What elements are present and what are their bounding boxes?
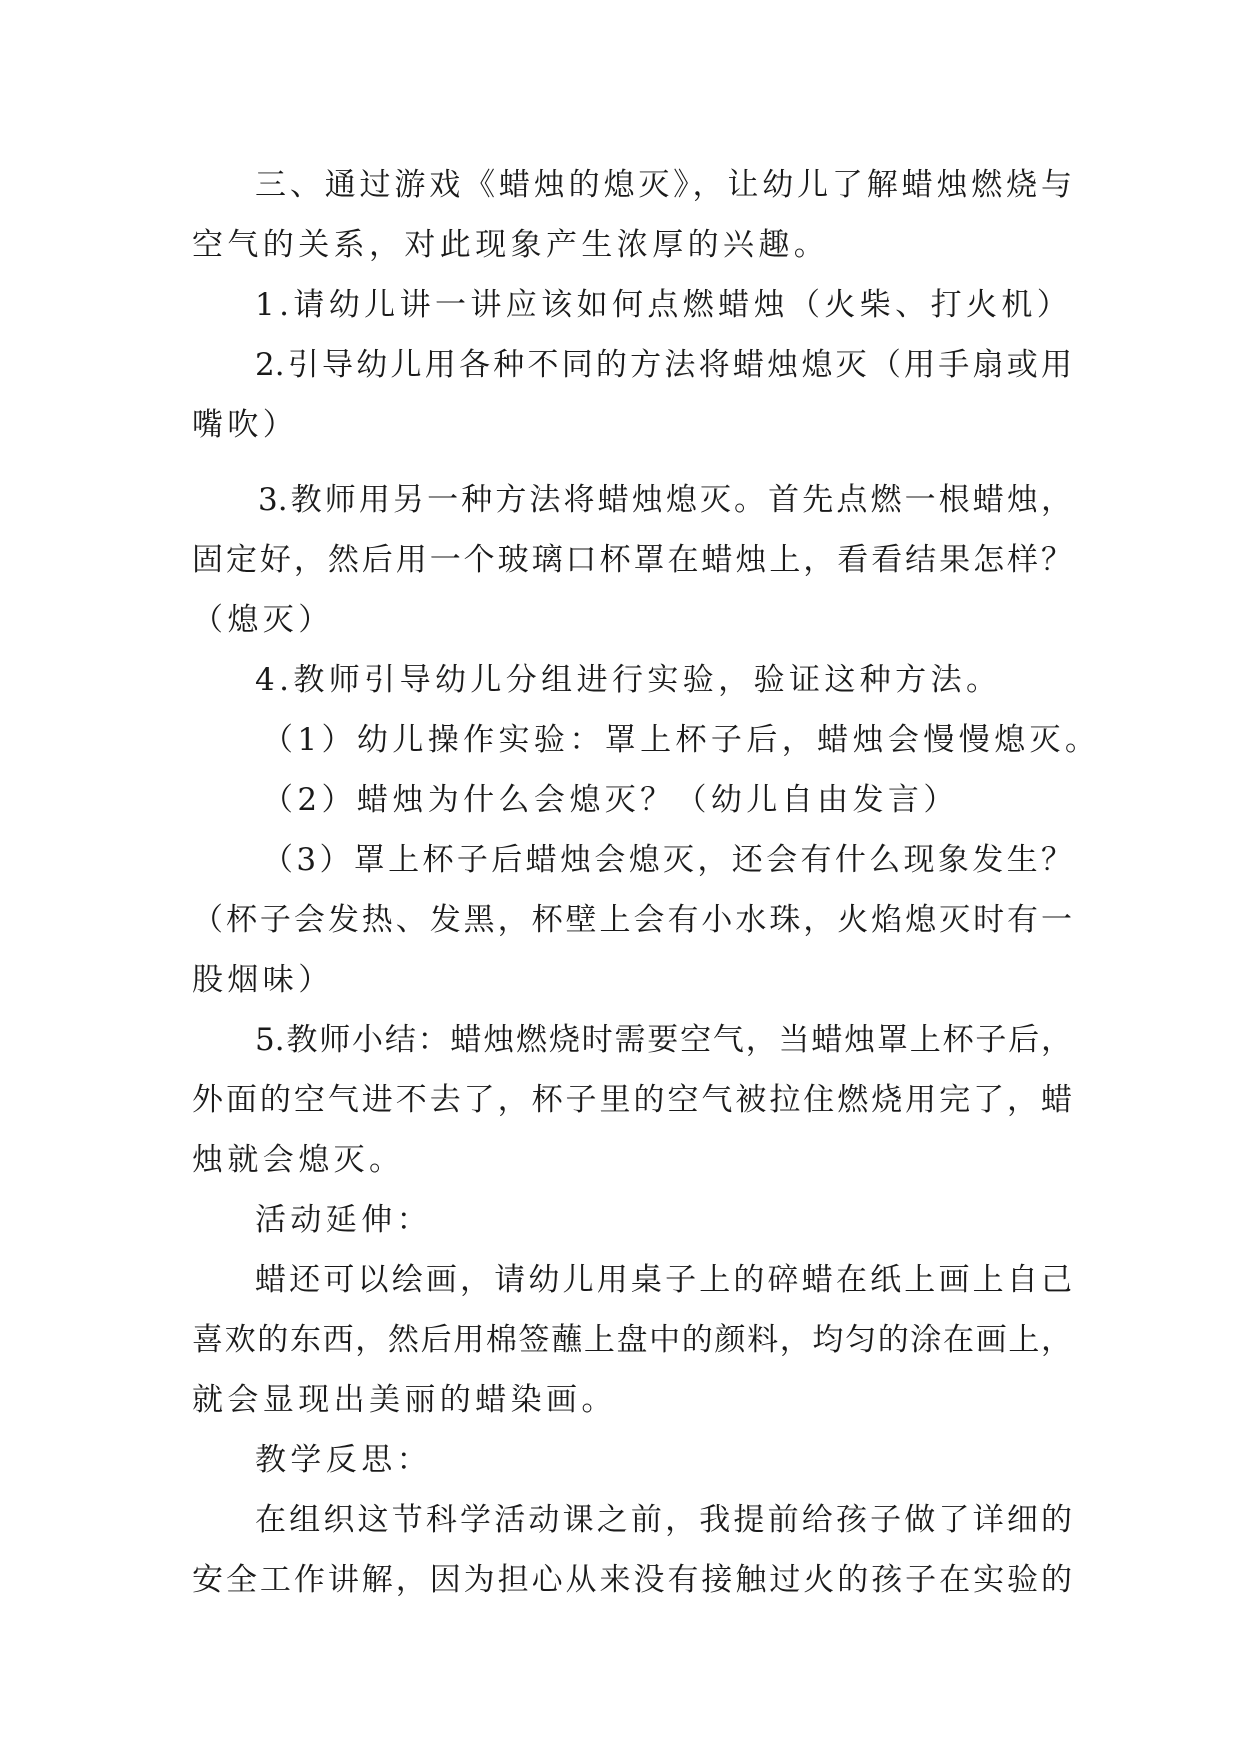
section-heading: 教学反思： [255, 1442, 432, 1478]
text-line: 喜欢的东西，然后用棉签蘸上盘中的颜料，均匀的涂在画上， [192, 1322, 1072, 1358]
text-line: 固定好，然后用一个玻璃口杯罩在蜡烛上，看看结果怎样？ [192, 542, 1072, 578]
text-line: 5.教师小结：蜡烛燃烧时需要空气，当蜡烛罩上杯子后， [255, 1022, 1072, 1058]
text-line: 空气的关系，对此现象产生浓厚的兴趣。 [192, 227, 830, 263]
text-line: 3.教师用另一种方法将蜡烛熄灭。首先点燃一根蜡烛， [258, 482, 1072, 518]
text-line: （1）幼儿操作实验：罩上杯子后，蜡烛会慢慢熄灭。 [262, 722, 1101, 758]
section-heading: 活动延伸： [255, 1202, 432, 1238]
text-line: 安全工作讲解，因为担心从来没有接触过火的孩子在实验的 [192, 1562, 1072, 1598]
text-line: 外面的空气进不去了，杯子里的空气被拉住燃烧用完了，蜡 [192, 1082, 1072, 1118]
text-line: 三、通过游戏《蜡烛的熄灭》，让幼儿了解蜡烛燃烧与 [255, 167, 1072, 203]
text-line: 2.引导幼儿用各种不同的方法将蜡烛熄灭（用手扇或用 [255, 347, 1072, 383]
text-line: 股烟味） [192, 962, 334, 998]
text-line: （熄灭） [192, 602, 334, 638]
text-line: 在组织这节科学活动课之前，我提前给孩子做了详细的 [255, 1502, 1072, 1538]
text-line: （2）蜡烛为什么会熄灭？（幼儿自由发言） [262, 782, 959, 818]
text-line: 就会显现出美丽的蜡染画。 [192, 1382, 617, 1418]
text-line: 烛就会熄灭。 [192, 1142, 405, 1178]
text-line: 蜡还可以绘画，请幼儿用桌子上的碎蜡在纸上画上自己 [255, 1262, 1072, 1298]
text-line: 4.教师引导幼儿分组进行实验，验证这种方法。 [255, 662, 1002, 698]
text-line: 嘴吹） [192, 407, 299, 443]
text-line: （3）罩上杯子后蜡烛会熄灭，还会有什么现象发生？ [262, 842, 1072, 878]
text-line: 1.请幼儿讲一讲应该如何点燃蜡烛（火柴、打火机） [255, 287, 1073, 323]
text-line: （杯子会发热、发黑，杯壁上会有小水珠，火焰熄灭时有一 [192, 902, 1072, 938]
